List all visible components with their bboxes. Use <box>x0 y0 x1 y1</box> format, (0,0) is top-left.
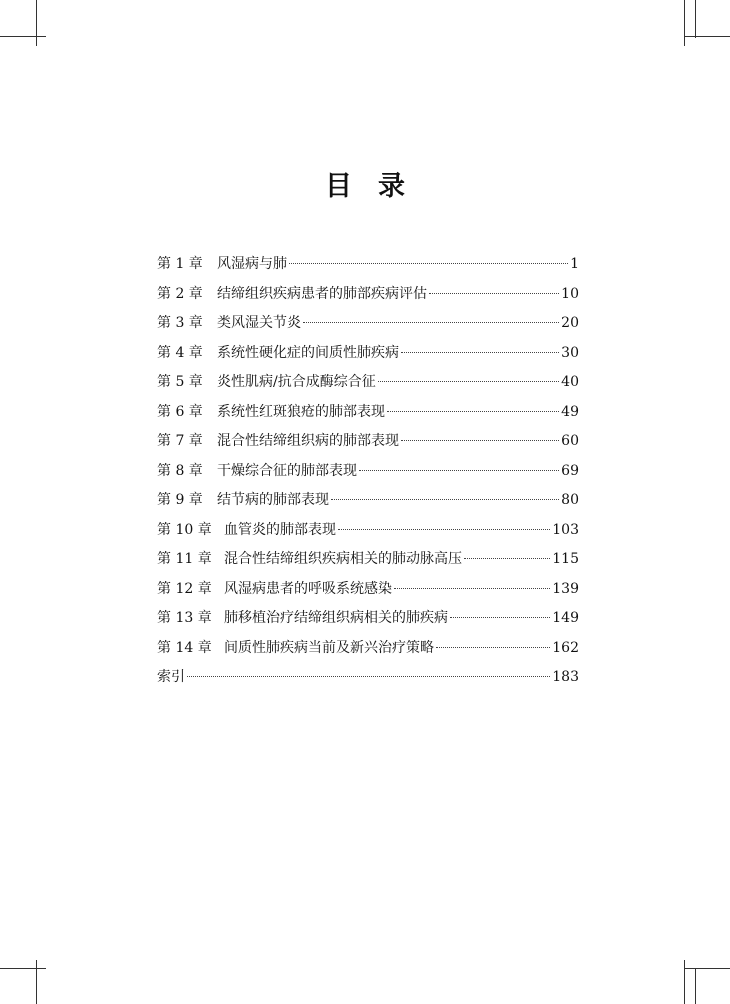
toc-page-number: 80 <box>561 492 579 508</box>
toc-chapter-number: 第 13 章 <box>157 610 212 626</box>
toc-chapter-title: 风湿病与肺 <box>217 256 287 272</box>
toc-dot-leader <box>387 411 559 412</box>
toc-dot-leader <box>450 617 550 618</box>
toc-page-number: 139 <box>552 580 579 597</box>
toc-entry[interactable] <box>157 575 579 605</box>
toc-chapter-title: 风湿病患者的呼吸系统感染 <box>224 580 392 597</box>
toc-page-number: 20 <box>561 315 579 331</box>
toc-entry[interactable] <box>157 339 579 369</box>
toc-page-number: 103 <box>552 521 579 538</box>
toc-chapter-title: 系统性红斑狼疮的肺部表现 <box>217 403 385 420</box>
toc-chapter-number: 第 5 章 <box>157 374 203 390</box>
toc-chapter-number: 第 4 章 <box>157 344 203 361</box>
crop-mark-top-right-horizontal <box>684 36 730 37</box>
toc-chapter-title: 干燥综合征的肺部表现 <box>217 462 357 479</box>
toc-page-number: 183 <box>552 669 579 685</box>
toc-entry[interactable] <box>157 250 579 280</box>
page-title-char-2: 录 <box>378 171 405 202</box>
toc-chapter-title: 肺移植治疗结缔组织病相关的肺疾病 <box>224 610 448 626</box>
toc-dot-leader <box>464 558 550 559</box>
page-title-char-1: 目 <box>325 171 352 202</box>
toc-dot-leader <box>187 676 550 677</box>
crop-mark-bottom-right-horizontal <box>684 968 730 969</box>
toc-chapter-number: 第 11 章 <box>157 551 212 567</box>
crop-mark-top-right-vertical-inner <box>695 0 696 38</box>
crop-mark-top-right-vertical <box>684 0 685 46</box>
toc-dot-leader <box>401 352 559 353</box>
toc-chapter-title: 系统性硬化症的间质性肺疾病 <box>217 344 399 361</box>
crop-mark-top-left-horizontal <box>0 36 46 37</box>
toc-chapter-number: 第 1 章 <box>157 256 203 272</box>
toc-entry-index[interactable] <box>157 663 579 693</box>
toc-dot-leader <box>429 293 559 294</box>
toc-chapter-number: 第 2 章 <box>157 285 203 302</box>
crop-mark-bottom-right-vertical-inner <box>695 968 696 1004</box>
toc-chapter-title: 类风湿关节炎 <box>217 315 301 331</box>
toc-chapter-number: 第 8 章 <box>157 462 203 479</box>
toc-entry[interactable] <box>157 545 579 575</box>
crop-mark-top-left-vertical <box>36 0 37 46</box>
toc-chapter-title: 混合性结缔组织病的肺部表现 <box>217 433 399 449</box>
toc-dot-leader <box>359 470 559 471</box>
toc-page-number: 10 <box>561 285 579 302</box>
page-title <box>0 164 730 203</box>
toc-chapter-title: 混合性结缔组织疾病相关的肺动脉高压 <box>224 551 462 567</box>
toc-entry[interactable] <box>157 516 579 546</box>
toc-entry[interactable] <box>157 634 579 664</box>
toc-page-number: 162 <box>552 639 579 656</box>
toc-page-number: 149 <box>552 610 579 626</box>
toc-chapter-title: 结节病的肺部表现 <box>217 492 329 508</box>
toc-chapter-number: 第 12 章 <box>157 580 212 597</box>
toc-dot-leader <box>338 529 550 530</box>
toc-chapter-number: 第 3 章 <box>157 315 203 331</box>
toc-entry[interactable] <box>157 457 579 487</box>
toc-entry[interactable] <box>157 368 579 398</box>
toc-dot-leader <box>378 381 559 382</box>
toc-entry[interactable] <box>157 280 579 310</box>
toc-entry[interactable] <box>157 604 579 634</box>
toc-entry[interactable] <box>157 427 579 457</box>
crop-mark-bottom-left-vertical <box>36 960 37 1004</box>
toc-dot-leader <box>289 263 568 264</box>
toc-page-number: 49 <box>561 403 579 420</box>
toc-index-title: 索引 <box>157 669 185 685</box>
toc-chapter-number: 第 10 章 <box>157 521 212 538</box>
toc-dot-leader <box>331 499 559 500</box>
toc-chapter-title: 结缔组织疾病患者的肺部疾病评估 <box>217 285 427 302</box>
toc-chapter-title: 血管炎的肺部表现 <box>224 521 336 538</box>
crop-mark-bottom-right-vertical <box>684 960 685 1004</box>
toc-page-number: 69 <box>561 462 579 479</box>
toc-chapter-number: 第 9 章 <box>157 492 203 508</box>
toc-entry[interactable] <box>157 309 579 339</box>
table-of-contents <box>157 250 579 693</box>
crop-mark-bottom-left-horizontal <box>0 968 46 969</box>
toc-page-number: 60 <box>561 433 579 449</box>
toc-chapter-number: 第 7 章 <box>157 433 203 449</box>
toc-dot-leader <box>401 440 559 441</box>
toc-entry[interactable] <box>157 486 579 516</box>
toc-dot-leader <box>436 647 550 648</box>
toc-chapter-title: 间质性肺疾病当前及新兴治疗策略 <box>224 639 434 656</box>
toc-chapter-title: 炎性肌病/抗合成酶综合征 <box>217 374 376 390</box>
toc-dot-leader <box>394 588 550 589</box>
toc-page-number: 40 <box>561 374 579 390</box>
toc-page-number: 115 <box>552 551 579 567</box>
toc-dot-leader <box>303 322 559 323</box>
toc-entry[interactable] <box>157 398 579 428</box>
toc-chapter-number: 第 14 章 <box>157 639 212 656</box>
toc-page-number: 30 <box>561 344 579 361</box>
toc-chapter-number: 第 6 章 <box>157 403 203 420</box>
toc-page-number: 1 <box>570 256 579 272</box>
